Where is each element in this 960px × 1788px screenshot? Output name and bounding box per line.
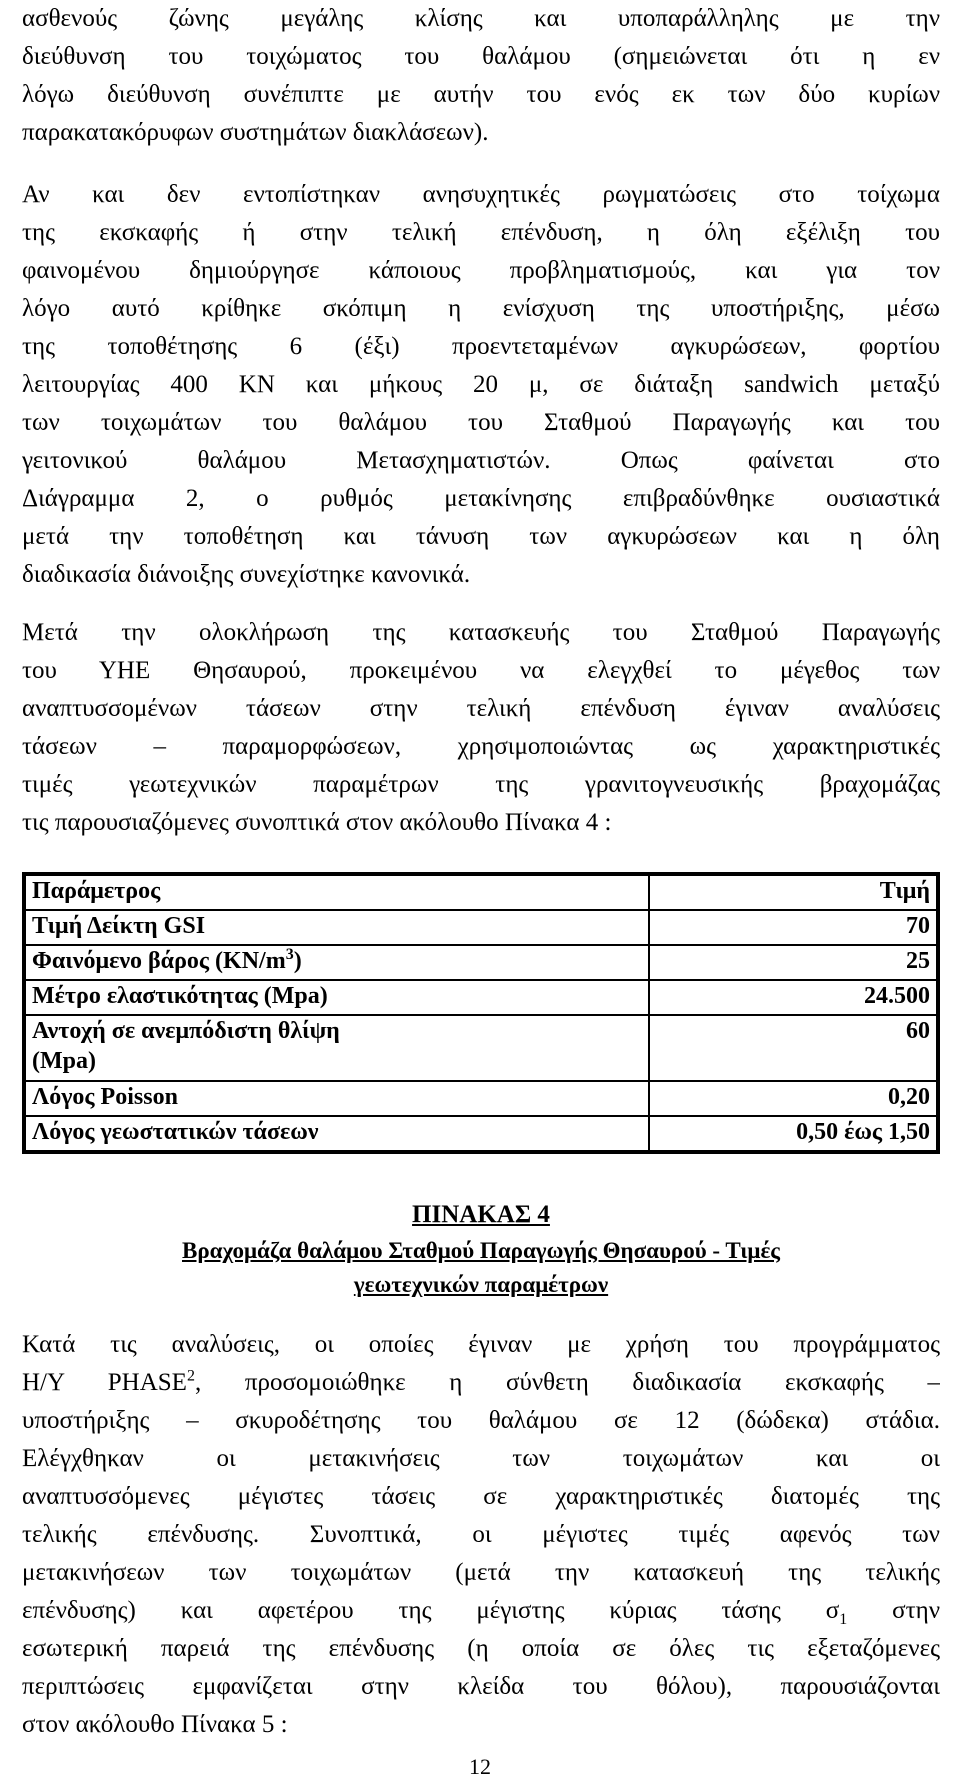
row-parameter — [24, 1015, 649, 1081]
row-parameter: Τιμή Δείκτη GSI — [24, 910, 649, 945]
header-value: Τιμή — [649, 874, 938, 910]
text-line: διαδικασία διάνοιξης συνεχίστηκε κανονικά. — [22, 561, 471, 588]
paragraph-2 — [22, 176, 940, 594]
paragraph-3 — [22, 614, 940, 842]
text-line: στον ακόλουθο Πίνακα 5 : — [22, 1711, 288, 1738]
page-number: 12 — [469, 1754, 491, 1779]
text-line: της τοποθέτησης 6 (έξι) προεντεταμένων αγκυρώσεων, φορτίου — [22, 333, 940, 360]
text-fragment: στην — [847, 1597, 940, 1624]
text-line: μετακινήσεων των τοιχωμάτων (μετά την κατασκευή της τελικής — [22, 1559, 940, 1586]
table-row — [24, 1081, 938, 1116]
parameter-suffix: ) — [293, 948, 302, 974]
text-line: Ελέγχθηκαν οι μετακινήσεις των τοιχωμάτων και οι — [22, 1445, 940, 1472]
table-row — [24, 910, 938, 945]
text-line: λόγο αυτό κρίθηκε σκόπιμη η ενίσχυση της υποστήριξης, μέσω — [22, 295, 940, 322]
table-caption-line-2: γεωτεχνικών παραμέτρων — [353, 1272, 609, 1297]
table-header-row — [24, 874, 938, 910]
text-line: τιμές γεωτεχνικών παραμέτρων της γρανιτογνευσικής βραχομάζας — [22, 771, 940, 798]
text-line: Αν και δεν εντοπίστηκαν ανησυχητικές ρωγματώσεις στο τοίχωμα — [22, 181, 940, 208]
text-line: γειτονικού θαλάμου Μετασχηματιστών. Οπως φαίνεται στο — [22, 447, 940, 474]
table-row — [24, 1015, 938, 1081]
text-line: αναπτυσσομένων τάσεων στην τελική επένδυση έγιναν αναλύσεις — [22, 695, 940, 722]
parameter-text: Φαινόμενο βάρος (ΚΝ/m — [32, 948, 286, 974]
text-line: ασθενούς ζώνης μεγάλης κλίσης και υποπαράλληλης με την — [22, 5, 940, 32]
text-line — [22, 1364, 940, 1402]
row-value: 0,50 έως 1,50 — [649, 1116, 938, 1152]
text-line: εσωτερική παρειά της επένδυσης (η οποία σε όλες τις εξεταζόμενες — [22, 1635, 940, 1662]
text-line: Κατά τις αναλύσεις, οι οποίες έγιναν με χρήση του προγράμματος — [22, 1331, 940, 1358]
text-fragment: επένδυσης) και αφετέρου της μέγιστης κύριας τάσης σ — [22, 1597, 840, 1624]
text-line: μετά την τοποθέτηση και τάνυση των αγκυρώσεων και η όλη — [22, 523, 940, 550]
text-fragment: , προσομοιώθηκε η σύνθετη διαδικασία εκσκαφής – — [194, 1369, 940, 1396]
text-line — [22, 1592, 940, 1630]
row-parameter: Μέτρο ελαστικότητας (Mpa) — [24, 980, 649, 1015]
text-line: παρακατακόρυφων συστημάτων διακλάσεων). — [22, 119, 489, 146]
row-parameter: Λόγος γεωστατικών τάσεων — [24, 1116, 649, 1152]
paragraph-4 — [22, 1326, 940, 1744]
parameter-text: Αντοχή σε ανεμπόδιστη θλίψη — [32, 1018, 340, 1044]
row-value: 70 — [649, 910, 938, 945]
paragraph-1 — [22, 0, 940, 152]
text-line: των τοιχωμάτων του θαλάμου του Σταθμού Παραγωγής και του — [22, 409, 940, 436]
table-row — [24, 945, 938, 980]
parameters-table — [22, 872, 940, 1154]
row-value: 25 — [649, 945, 938, 980]
text-line: αναπτυσσόμενες μέγιστες τάσεις σε χαρακτηριστικές διατομές της — [22, 1483, 940, 1510]
text-line: υποστήριξης – σκυροδέτησης του θαλάμου σε 12 (δώδεκα) στάδια. — [22, 1407, 940, 1434]
text-line: φαινομένου δημιούργησε κάποιους προβληματισμούς, και για τον — [22, 257, 940, 284]
table-caption-title: ΠΙΝΑΚΑΣ 4 — [412, 1201, 550, 1228]
table-caption-line-1: Βραχομάζα θαλάμου Σταθμού Παραγωγής Θησαυρού - Τιμές — [182, 1238, 780, 1263]
row-parameter — [24, 945, 649, 980]
text-line: Διάγραμμα 2, ο ρυθμός μετακίνησης επιβραδύνθηκε ουσιαστικά — [22, 485, 940, 512]
text-line: διεύθυνση του τοιχώματος του θαλάμου (σημειώνεται ότι η εν — [22, 43, 940, 70]
row-parameter: Λόγος Poisson — [24, 1081, 649, 1116]
row-value: 60 — [649, 1015, 938, 1081]
text-line: τάσεων – παραμορφώσεων, χρησιμοποιώντας ως χαρακτηριστικές — [22, 733, 940, 760]
text-line: του ΥΗΕ Θησαυρού, προκειμένου να ελεγχθεί το μέγεθος των — [22, 657, 940, 684]
superscript: 3 — [285, 946, 294, 963]
row-value: 0,20 — [649, 1081, 938, 1116]
text-fragment: Η/Υ PHASE — [22, 1369, 187, 1396]
text-line: της εκσκαφής ή στην τελική επένδυση, η όλη εξέλιξη του — [22, 219, 940, 246]
row-value: 24.500 — [649, 980, 938, 1015]
text-line: λόγω διεύθυνση συνέπιπτε με αυτήν του ενός εκ των δύο κυρίων — [22, 81, 940, 108]
parameter-text-line2: (Mpa) — [32, 1048, 96, 1074]
text-line: τις παρουσιαζόμενες συνοπτικά στον ακόλουθο Πίνακα 4 : — [22, 809, 612, 836]
table-row — [24, 1116, 938, 1152]
text-line: λειτουργίας 400 ΚΝ και μήκους 20 μ, σε διάταξη sandwich μεταξύ — [22, 371, 940, 398]
table-row — [24, 980, 938, 1015]
superscript: 2 — [186, 1367, 195, 1385]
text-line: Μετά την ολοκλήρωση της κατασκευής του Σταθμού Παραγωγής — [22, 619, 940, 646]
subscript: 1 — [839, 1611, 848, 1628]
text-line: περιπτώσεις εμφανίζεται στην κλείδα του θόλου), παρουσιάζονται — [22, 1673, 940, 1700]
header-parameter: Παράμετρος — [24, 874, 649, 910]
text-line: τελικής επένδυσης. Συνοπτικά, οι μέγιστες τιμές αφενός των — [22, 1521, 940, 1548]
